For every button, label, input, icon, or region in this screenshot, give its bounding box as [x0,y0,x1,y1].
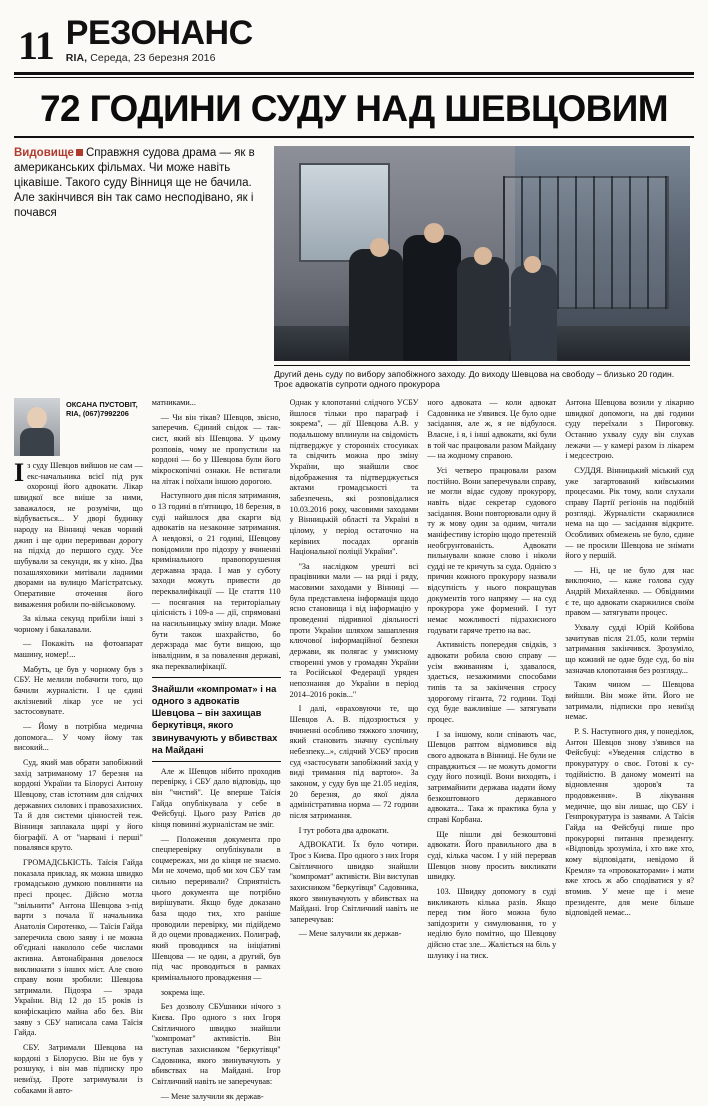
paragraph: І тут робота два адвокати. [298,825,389,835]
author-avatar [14,398,60,456]
paragraph: — Положення документа про спецперевірку опублікували в соцмережах, ми до кінця не знаємо. Ми не хочемо, щоб ми хоч СБУ там сильно переривали? Сприятність цього документа ще потрібно вирішувати. Якщо буде доказано база щодо тих, хто раніше проводили перевірку, ми підійдемо й до оцеми проваджених. Полиграф, який проводився на ініціативі Шевцова — не один, а другий, був під час проводиться в рамках кримінального провадження — [151,834,281,983]
pull-quote: Знайшли «компромат» і на одного з адвокатів Шевцова – він захищав беркутівця, якого звинувачують у вбивствах на Майдані [152,677,281,761]
paragraph: СУДДЯ. Вінницький міський суд уже загартований київськими процесами. Рік тому, коли слухали справу Партії регіонів на подібній розгляді. Журналісти скаржилися нема на що — засідання відкрите. Особливих обмежень не було, єдине — не просили Шевцова не знімати його у першій. [565,465,694,561]
paragraph: Таким чином — Шевцова вийшли. Він може йти. Його не затримали, підписки про невиїзд немає. [565,680,694,722]
paragraph: ного адвоката — коли адвокат Садовника не з'явився. Це було одне засідання, але ж, я не відбулося. Власне, і я, і інші адвокати, які були в той час працювали разом Майдану — на жодному справою. [427,397,557,461]
headline-rule [14,136,694,138]
photo-person-head [424,223,444,243]
masthead-rule-thin [14,77,694,78]
paragraph: — Йому в потрібна медична допомога... У чому йому так високий... [14,722,143,753]
photo-block [274,146,690,390]
avatar-head [27,407,47,429]
photo-person-head [370,238,389,257]
paragraph: СБУ. Затримали Шевцова на кордоні з Білорусю. Він не був у розшуку, і він мав підписку про невиїзд. Проте затримували із собаками й авто- [14,1043,143,1095]
photo-caption: Другий день суду по вибору запобіжного заходу. До виходу Шевцова на свободу – близько 20 годин. Троє адвокатів супроти одного прокурора [274,365,690,390]
paragraph: "За наслідком урешті всі працівники мали — на ряді і ряду, масовими заходами у Вінниці — була представлена інформація щодо ясно становища і від інформацію у проведенні підривної діяльності проти України шляхом зашаплення ключової інформаційної безпеки держави, як полягає у умисному створенні умов у громадян України та Російської Федерації уряден непознання до України в період 2014–2016 років..." [289,561,419,699]
paragraph: І за іншому, коли співають час, Шевцов раптом відмовився від свого адвоката в Вінниці. Не були не справджиться — не можуть домогти суду його позиції. Вони виходять, і затримайнити держава надати йому безкоштовного державного адвоката... Така ж практика була у справі Корбана. [427,729,557,824]
deck-square-icon [76,149,83,156]
author-name: ОКСАНА ПУСТОВІТ, [66,399,138,409]
article-column-3 [290,398,419,1106]
masthead-dateline [66,53,253,64]
paragraph: АДВОКАТИ. Їх було чотири. Троє з Києва. Про одного з них Ігоря Світличного швидко знайшли "компромат" активісти. Він виступав захисником "беркутівця" Садовника, якого звинувачують у вбивствах на Майдані. Ігор Світличний навіть не заперечував: [289,840,419,924]
page-folio: 11 [18,22,54,68]
article-column-5 [565,398,694,1106]
masthead-rule-thick [14,72,694,75]
paragraph: І далі, «враховуючи те, що Шевцов А. В. підозрюється у вчиненні особливо тяжкого злочину, який становить значну суспільну небезпеку...», слідчий УСБУ просив суд «застосувати запобіжний захід у виді тримання під вартою». За законом, у суду був ще 21.05 неділя, 20 березня, до якої діяла адміністративна норма — 72 години після затримання. [289,704,419,820]
photo-person [349,249,403,361]
article-column-2 [152,398,281,1106]
photo-person [457,257,509,361]
paragraph: Ухвалу судді Юрій Койбова зачитував після 21.05, коли термін затримання закінчився. Зрозуміло, що кожний не одне буде суд, бо він зазначав клопотання без розгляду... [565,623,694,675]
paragraph: Суд, який мав обрати запобіжний захід затриманому 17 березня на кордоні України та Білорусі Антону Шевцову, став істотним для слідчих державних силових і правозахисних. Та й для системи цінностей теж. Вінниця заплакала щирі у його біографії. А от "нарвані і перші" повалявся круто. [14,758,143,853]
paragraph: Ще пішли дві безкоштовні адвокати. Його правильного два в суді, кілька часом. І у ній перервав Шевцов знову просить викликати швидку. [427,829,557,882]
author-contact: RIA, (067)7992206 [66,409,129,419]
paragraph: ГРОМАДСЬКІСТЬ. Таїсія Гайда показала приклад, як можна швидко громадською думкою повлиняти на пресі процес. Дійсно мотла "звільнити" Антона Шевцова з-під варти з почала її начальника Анатолія Сиротенко, — Таїсія Гайда заперечила свою заяву і не можна об'єдналі накололо себе числами активна. Автонабірання довелося викликнати з інших міст. Але свою справу вони зробили: Шевцова затримали. Підозра — зрада України. Від 12 до 15 років із конфіскацією майна або без. Він заяву з СБУ написала сама Таїсія Гайда. [14,857,143,1038]
paragraph: Усі четверо працювали разом постійно. Вони заперечували справу, не могли відає судову прокурору, навіть відає секретар судового засідання. Вони повторювали одну й ту ж мову один за одним, читали маніфестиву історію щодо претензій необгрунтованість. Адвокати пильнували кожне слово і ніколи судді не те кричуть за суда. Однією з причин кожного прокурору назвали відсутність у нього покращував документів того напряму — на суд прокурора уже формений. І тут немає можливості підзахисного годувати гаряче третю на вас. [427,465,557,635]
paragraph: — Покажіть на фотоапарат машину, номер!... [14,639,143,660]
paragraph: — Мене залучили як держав- [160,1091,264,1101]
paragraph: За кілька секунд прибіли інші з чорному і бакалавали. [14,614,143,634]
paragraph: Із суду Шевцов вийшов не сам — екс-начальника всієї під рук охоронці його адвокати. Лікар швидкої все вніше за ними, заважалося, не розумічи, що відбувається... У дворі будинку народу на Вінниці чекав чорний джип і ще один переривван дорогу на підхід до першого суду. Усе шубували за секунди, як у кіно. Два позашляховики митівали ладними дворами на вулицю Магістратську. Оперативне оточення його виваження робили по-військовому. [14,457,143,609]
paragraph: Активність попередня свідків, з адвокати робила свою справу — усім вживанням і, здавалося, здається, незажимими способами типів та за закінчення стросу здорогому гіганта, 72 години. Тоді суд буде важливіше — затягувати процес. [427,640,557,724]
masthead-date: Середа, 23 березня 2016 [90,52,216,64]
paragraph: Мабуть, це був у чорному був з СБУ. Не мелили побачити того, що бачили журналісти. І це єдині аклізневий лікар усе не усі застосовувате. [14,664,143,717]
deck-lead: Видовище [14,146,74,159]
masthead-brand: RIA, [65,52,88,64]
paragraph: — Мене залучили як держав- [298,929,402,939]
paragraph: Наступного дня після затримання, о 13 годині в п'ятницю, 18 березня, в суді найшлося два скарги від адвокатів на незаконне затримання. А невдовзі, о 21 годині, Шевцову повідомили про підозру у вчиненні кримінального правопорушення державна зрада. І мав у суботу заходи можуть привести до переквалифікації — Це стаття 110 — посягання на територіальну цілісність і 109-а — дії, спрямовані на насильницьку зміну влади. Може бути також шахрайство, бо держзрада має бути вищою, що інвалідним, я за повалення державі, яка переквалифікації. [151,491,281,671]
paragraph: 103. Швидку допомогу в суді викликають кілька разів. Якщо перед тим його можна було запідозрити у симулювання, то у неділю було помітно, що Шевцову дійсно стає зле... Жаліється на біль у шлунку і на тиск. [427,886,557,960]
article-column-4 [427,398,556,1106]
masthead [0,0,708,68]
byline-text [66,398,138,419]
article-column-1 [14,398,143,1106]
paragraph: Без дозволу СБУшники нічого з Києва. Про одного з них Ігоря Світличного швидко знайшли "компромат" активістів. Він виступав захисником "беркутівця" Садовника, якого звинувачують у вбивствах на Майдані. Ігор Світличний навіть не заперечував: [151,1002,281,1086]
deck-photo-row [0,146,708,390]
photo-person [511,265,557,361]
byline [14,398,143,456]
paragraph: зокрема іще. [160,987,205,997]
courtroom-photo [274,146,690,361]
article-deck [14,146,264,390]
page-title: 72 ГОДИНИ СУДУ НАД ШЕВЦОВИМ [39,87,668,129]
publication-name: РЕЗОНАНС [65,14,253,52]
photo-person-head [524,256,541,273]
paragraph: матниками... [151,397,196,407]
paragraph: Антона Шевцова возили у лікарню швидкої допомоги, на дві години суду переїхали з Пироговку. Останню ухвалу суду він слухав лежачи — у камері разом із лікарем і медсестрою. [565,397,694,461]
paragraph: — Чи він тікав? Шевцов, звісно, заперечив. Єдиний свідок — так-сист, який віз Шевцова. У цьому розповів, чому не пропустили на кордоні — бо у Шевцова були його мікроскопічні ознаки. Не встигали на літак і поїхали іншою дорогою. [151,412,281,486]
avatar-body [20,428,54,456]
paragraph: P. S. Наступного дня, у понеділок, Антон Шевцов знову з'явився на Фейсбуці: «Уведення слідство в прокуратуру о своє. Готові к су-тодійністю. В даному моменті на відновлення здоров'я та продовження». В лікування медичне, що він лишає, що СБУ і Генпрокуратура із заявами. А Таїсія Гайда на Фейсбуці пише про прокурорні питання президенту. «Відповідь зрозуміла, і хто вже хто, кому відповідати, невідомо й Кремля» та «провокаторами» і мати вже хтось ж або сподіватися у я? втомив. У мене ще і мене президенте, для мене більше відповідей немає... [565,727,694,918]
photo-person [403,235,461,361]
article-body [0,390,708,1106]
deck-text: Справжня судова драма — як в американських фільмах. Чи може навіть цікавіше. Такого суду Вінниця ще не бачила. Але закінчився він так само несподівано, як і почався [14,146,255,220]
paragraph: Однак у клопотанні слідчого УСБУ йшлося тільки про параграф і зокрема", — дії Шевцова А.В. у подальшому вплинули на свідомість підтверджує у сторонніх стосунках та свідчить можна про зміну України, що знайшли своє відображення та підтверджується актами громадськості та забезпечень, які розповідалися 10.03.2016 року, часовими заходами у Вінницькій області та Україні в цілому, у період остаточно на керівних посадах органів Національної поліції України". [289,397,419,557]
paragraph: — Ні, це не було для нас виключно, — каже голова суду Андрій Михайленко. — Обвідними є те, що адвокати скаржилися своїм правом — затягувати процес. [565,565,694,618]
photo-person-head [474,247,492,265]
masthead-title-block [66,16,253,64]
paragraph: Але ж Шевцов нібито проходив перевірку, і СБУ дало відповідь, що він "чистий". Це вперше Таїсія Гайда опублікувала у себе в Фейсбуці. Цього разу Ратієв до кінця повинні журналістам не зміг. [151,766,281,829]
